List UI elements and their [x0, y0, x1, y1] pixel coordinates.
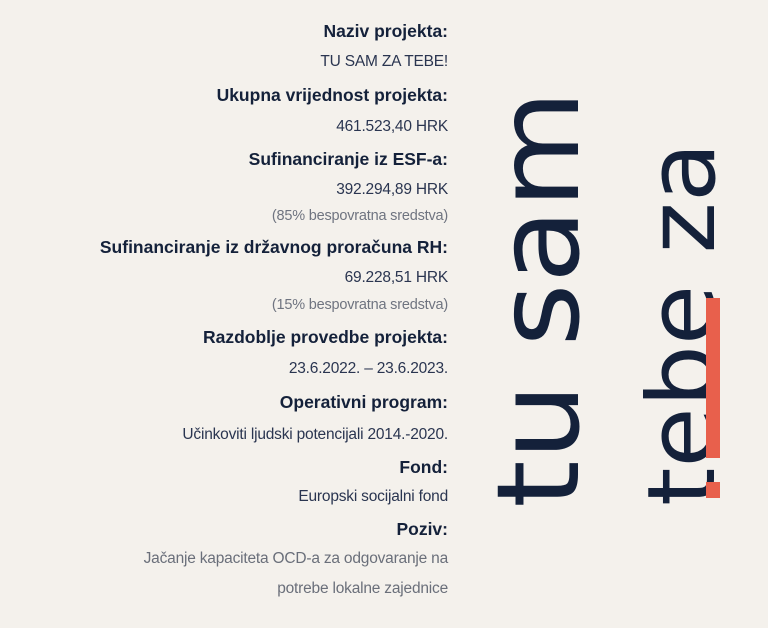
state-budget-label: Sufinanciranje iz državnog proračuna RH: — [99, 237, 448, 257]
esf-cofinancing-label: Sufinanciranje iz ESF-a: — [248, 149, 448, 169]
period-value: 23.6.2022. – 23.6.2023. — [288, 360, 448, 377]
svg-text:tusam — [472, 90, 605, 508]
esf-cofinancing-amount: 392.294,89 HRK — [336, 181, 448, 198]
project-name-label: Naziv projekta: — [323, 21, 448, 41]
state-budget-amount: 69.228,51 HRK — [344, 269, 448, 286]
exclamation-bar — [706, 298, 720, 458]
total-value-label: Ukupna vrijednost projekta: — [216, 85, 448, 105]
slogan-logo — [466, 0, 768, 628]
project-name-value: TU SAM ZA TEBE! — [320, 53, 448, 70]
fund-label: Fond: — [399, 457, 448, 477]
call-label: Poziv: — [396, 519, 448, 539]
state-budget-note: (15% bespovratna sredstva) — [271, 297, 448, 313]
slogan-word-za: za — [628, 146, 737, 254]
call-value-line2: potrebe lokalne zajednice — [277, 580, 448, 597]
fund-value: Europski socijalni fond — [298, 488, 448, 505]
total-value-amount: 461.523,40 HRK — [336, 118, 448, 135]
slogan-word-tu: tu — [472, 391, 605, 508]
operational-program-label: Operativni program: — [279, 392, 448, 412]
slogan-word-sam: sam — [472, 106, 605, 347]
operational-program-value: Učinkoviti ljudski potencijali 2014.-2020. — [182, 426, 448, 443]
esf-cofinancing-note: (85% bespovratna sredstva) — [271, 208, 448, 224]
svg-text:tebeza — [628, 142, 737, 506]
svg-text:!: ! — [466, 0, 467, 1]
slogan-word-tebe: tebe — [628, 293, 737, 506]
call-value-line1: Jačanje kapaciteta OCD-a za odgovaranje na — [143, 550, 448, 567]
period-label: Razdoblje provedbe projekta: — [202, 327, 448, 347]
exclamation-dot — [706, 482, 720, 498]
